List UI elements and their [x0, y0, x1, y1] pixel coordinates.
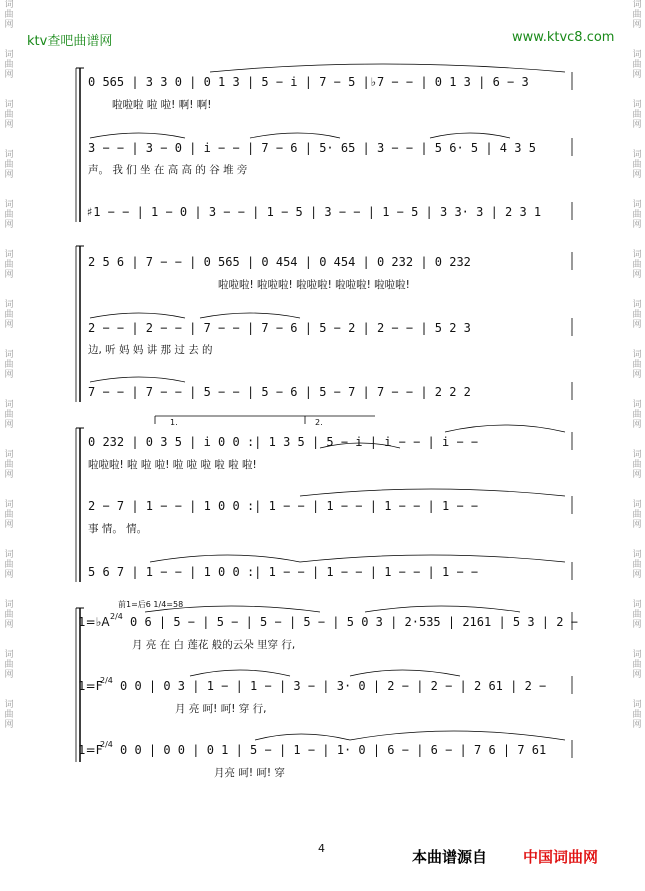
system3-row1-notes: 0 232 | 0 3 5 | i 0 0 :| 1 3 5 | 5 − i | i − − | i − − [88, 435, 479, 449]
row1-key: 1=♭A [78, 615, 110, 629]
row3-key: 1=F [78, 743, 103, 757]
system1-row3-notes: ♯1 − − | 1 − 0 | 3 − − | 1 − 5 | 3 − − | 1 − 5 | 3 3· 3 | 2 3 1 [86, 205, 542, 219]
volta-2-label: 2. [315, 418, 323, 427]
row2-time: 2/4 [100, 676, 113, 685]
row2-key: 1=F [78, 679, 103, 693]
system2-row2-notes: 2 − − | 2 − − | 7 − − | 7 − 6 | 5 − 2 | 2 − − | 5 2 3 [88, 321, 471, 335]
system3-row2-notes: 2 − 7 | 1 − − | 1 0 0 :| 1 − − | 1 − − | 1 − − | 1 − − [88, 499, 479, 513]
system3-row1-lyrics: 啦啦啦! 啦 啦 啦! 啦 啦 啦 啦 啦 啦! [88, 459, 257, 471]
page-number: 4 [318, 842, 325, 855]
system2-row3-notes: 7 − − | 7 − − | 5 − − | 5 − 6 | 5 − 7 | 7 − − | 2 2 2 [88, 385, 471, 399]
system4-row1-lyrics: 月 亮 在 白 莲花 般的云朵 里穿 行, [132, 639, 296, 651]
system2-row1-notes: 2 5 6 | 7 − − | 0 565 | 0 454 | 0 454 | 0 232 | 0 232 [88, 255, 471, 269]
row1-time: 2/4 [110, 612, 123, 621]
system2-row1-lyrics: 啦啦啦! 啦啦啦! 啦啦啦! 啦啦啦! 啦啦啦! [218, 279, 410, 291]
system3-row3-notes: 5 6 7 | 1 − − | 1 0 0 :| 1 − − | 1 − − | 1 − − | 1 − − [88, 565, 479, 579]
system4-row3-notes: 0 0 | 0 0 | 0 1 | 5 − | 1 − | 1· 0 | 6 − | 6 − | 7 6 | 7 61 [120, 743, 547, 757]
volta-1-label: 1. [170, 418, 178, 427]
system4-row2-notes: 0 0 | 0 3 | 1 − | 1 − | 3 − | 3· 0 | 2 − | 2 − | 2 61 | 2 − [120, 679, 547, 693]
side-watermark-right: 词 曲 网 词 曲 网 词 曲 网 词 曲 网 词 曲 网 词 曲 网 词 曲 网 词 曲 网 词 曲 网 词 曲 网 词 曲 网 词 曲 网 词 曲 网 词 曲 网 词 曲 网 [632, 0, 642, 730]
system4-row3-lyrics: 月亮 呵! 呵! 穿 [214, 767, 285, 779]
system1-row1-notes: 0 565 | 3 3 0 | 0 1 3 | 5 − i | 7 − 5 |♭7 − − | 0 1 3 | 6 − 3 [88, 75, 529, 89]
system4-row1-notes: 0 6 | 5 − | 5 − | 5 − | 5 − | 5 0 3 | 2·535 | 2161 | 5 3 | 2 − [130, 615, 578, 629]
site-name-left: ktv查吧曲谱网 [27, 34, 113, 49]
footer-source-name: 中国词曲网 [523, 848, 599, 866]
system1-row1-lyrics: 啦啦啦 啦 啦! 啊! 啊! [112, 99, 212, 111]
system1-row2-lyrics: 声。 我 们 坐 在 高 高 的 谷 堆 旁 [88, 164, 248, 176]
footer-source-label: 本曲谱源自 [412, 848, 488, 866]
side-watermark-left: 词 曲 网 词 曲 网 词 曲 网 词 曲 网 词 曲 网 词 曲 网 词 曲 网 词 曲 网 词 曲 网 词 曲 网 词 曲 网 词 曲 网 词 曲 网 词 曲 网 词 曲 网 [4, 0, 14, 730]
system3-row2-lyrics: 事 情。 情。 [88, 523, 148, 535]
row3-time: 2/4 [100, 740, 113, 749]
system1-row2-notes: 3 − − | 3 − 0 | i − − | 7 − 6 | 5· 65 | 3 − − | 5 6· 5 | 4 3 5 [88, 141, 536, 155]
system4-row2-lyrics: 月 亮 呵! 呵! 穿 行, [175, 703, 267, 715]
site-url-right: www.ktvc8.com [512, 30, 615, 45]
tempo-note: 前1=后6 1/4=58 [118, 600, 184, 609]
system2-row2-lyrics: 边, 听 妈 妈 讲 那 过 去 的 [88, 344, 213, 356]
